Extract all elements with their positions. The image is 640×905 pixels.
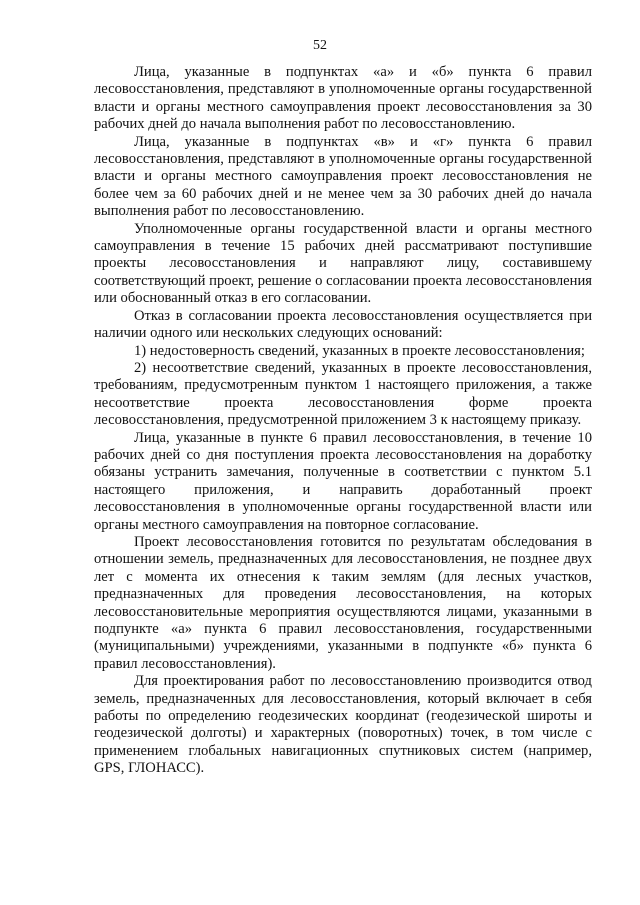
paragraph-project-preparation: Проект лесовосстановления готовится по результатам обследования в отношении земель, предназначенных для лесовосстановления, не позднее двух лет с момента их отнесения к таким землям (для лесных участков, предназначенных для проведения лесовосстановления, на которых лесовосстановительные мероприятия осуществляются лицами, указанными в подпункте «а» пункта 6 правил лесовосстановления, государственными (муниципальными) учреждениями, указанными в подпункте «б» пункта 6 правил лесовосстановления). — [94, 533, 592, 672]
list-item-ground-2: 2) несоответствие сведений, указанных в проекте лесовосстановления, требованиям, предусмотренным пунктом 1 настоящего приложения, а также несоответствие проекта лесовосстановления форме проекта лесовосстановления, предусмотренной приложением 3 к настоящему приказу. — [94, 359, 592, 429]
paragraph-refusal-grounds: Отказ в согласовании проекта лесовосстановления осуществляется при наличии одного или нескольких следующих оснований: — [94, 307, 592, 342]
document-body — [94, 64, 592, 778]
paragraph-revision: Лица, указанные в пункте 6 правил лесовосстановления, в течение 10 рабочих дней со дня поступления проекта лесовосстановления на доработку обязаны устранить замечания, полученные в соответствии с пунктом 5.1 настоящего приложения, и направить доработанный проект лесовосстановления в уполномоченные органы государственной власти или органы местного самоуправления на повторное согласование. — [94, 429, 592, 533]
paragraph-land-allocation: Для проектирования работ по лесовосстановлению производится отвод земель, предназначенных для лесовосстановления, который включает в себя работы по определению геодезических координат (геодезической широты и геодезической долготы) и характерных (поворотных) точек, в том числе с применением глобальных навигационных спутниковых систем (например, GPS, ГЛОНАСС). — [94, 673, 592, 777]
list-item-ground-1: 1) недостоверность сведений, указанных в проекте лесовосстановления; — [134, 342, 585, 359]
paragraph-submission-v-g: Лица, указанные в подпунктах «в» и «г» пункта 6 правил лесовосстановления, представляют в уполномоченные органы государственной власти и органы местного самоуправления проект лесовосстановления не более чем за 60 рабочих дней и не менее чем за 30 рабочих дней до начала выполнения работ по лесовосстановлению. — [94, 133, 592, 220]
paragraph-submission-a-b: Лица, указанные в подпунктах «а» и «б» пункта 6 правил лесовосстановления, представляют в уполномоченные органы государственной власти и органы местного самоуправления проект лесовосстановления за 30 рабочих дней до начала выполнения работ по лесовосстановлению. — [94, 64, 592, 133]
paragraph-review-period: Уполномоченные органы государственной власти и органы местного самоуправления в течение 15 рабочих дней рассматривают поступившие проекты лесовосстановления и направляют лицу, составившему соответствующий проект, решение о согласовании проекта лесовосстановления или обоснованный отказ в его согласовании. — [94, 220, 592, 307]
page-number: 52 — [313, 38, 327, 53]
